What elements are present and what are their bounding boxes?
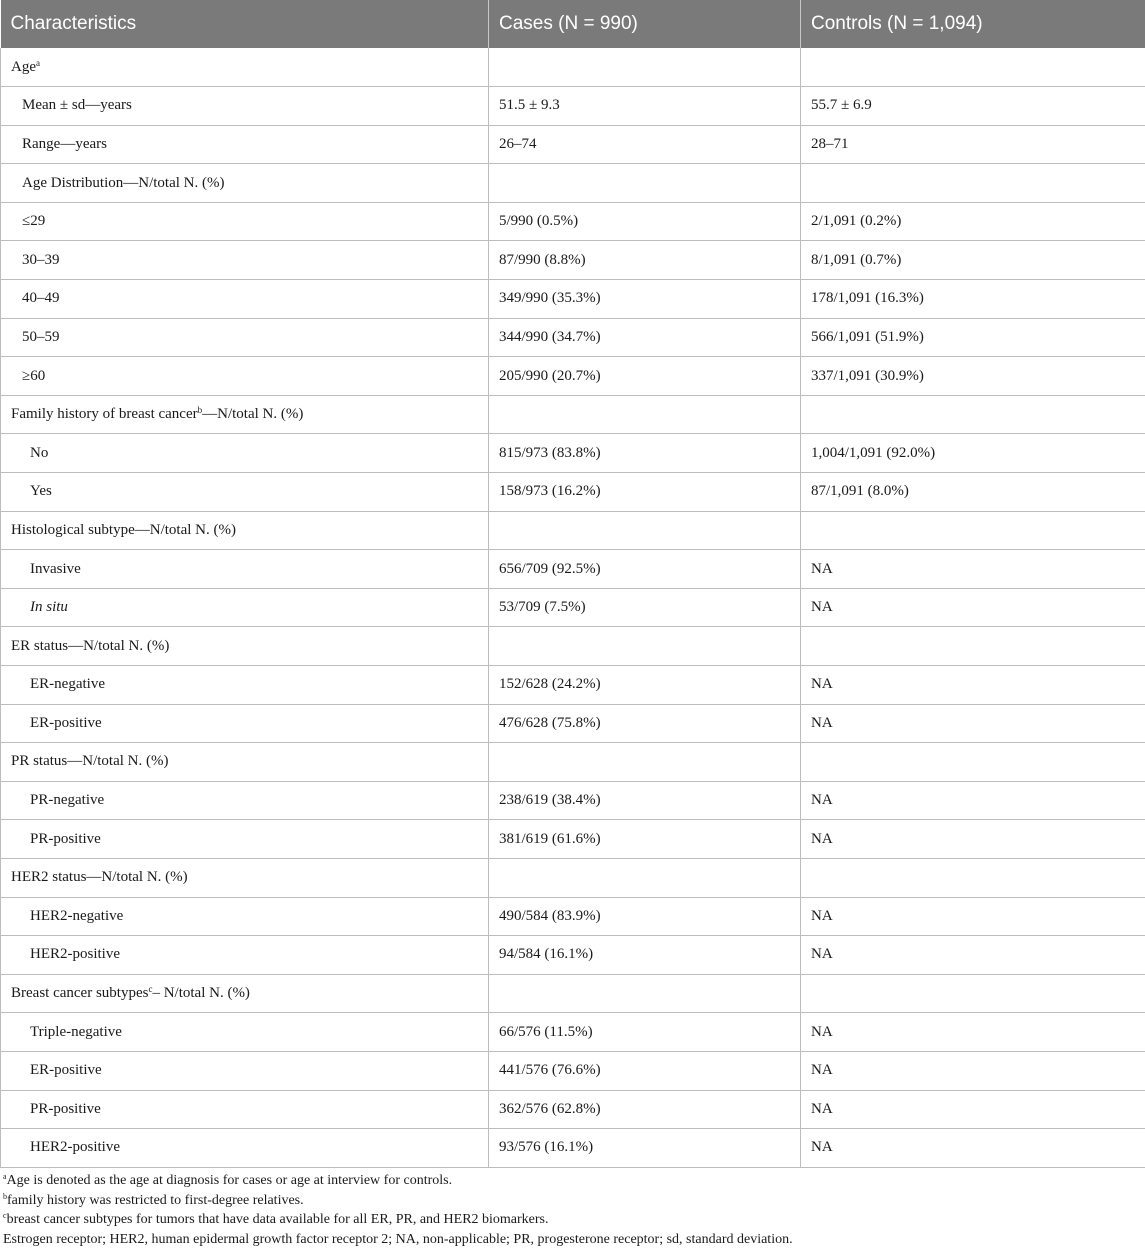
- footnote-marker: c: [3, 1211, 7, 1220]
- table-row: [1, 820, 1145, 859]
- cases-value: 344/990 (34.7%): [489, 318, 801, 357]
- cases-value: 94/584 (16.1%): [489, 936, 801, 975]
- cases-value: 656/709 (92.5%): [489, 550, 801, 589]
- row-label-text: HER2-positive: [30, 946, 120, 963]
- row-label-text: ≤29: [22, 213, 46, 230]
- footnote-marker: b: [3, 1191, 7, 1201]
- table-row: [1, 1013, 1145, 1052]
- controls-value: 178/1,091 (16.3%): [801, 280, 1145, 319]
- row-label-text: PR-negative: [30, 792, 105, 809]
- row-label-text: Range—years: [22, 135, 107, 152]
- controls-value: [801, 48, 1145, 87]
- cases-value: [489, 627, 801, 666]
- cases-value: 53/709 (7.5%): [489, 588, 801, 627]
- table-row: [1, 1090, 1145, 1129]
- row-label: [1, 280, 489, 319]
- row-label-text: HER2 status—N/total N. (%): [11, 869, 188, 886]
- controls-value: [801, 627, 1145, 666]
- row-label: [1, 936, 489, 975]
- footnote-marker: c: [148, 984, 153, 995]
- table-row: [1, 164, 1145, 203]
- controls-value: NA: [801, 1090, 1145, 1129]
- header-cases: Cases (N = 990): [489, 0, 801, 48]
- row-label-text: PR-positive: [30, 1100, 101, 1117]
- row-label-text: ER-positive: [30, 714, 102, 731]
- controls-value: [801, 743, 1145, 782]
- row-label: [1, 627, 489, 666]
- row-label-text: Breast cancer subtypes: [11, 985, 149, 1002]
- cases-value: [489, 164, 801, 203]
- table-row: [1, 897, 1145, 936]
- header-row: [1, 0, 1145, 48]
- controls-value: NA: [801, 1129, 1145, 1168]
- controls-value: 2/1,091 (0.2%): [801, 202, 1145, 241]
- table-body: [1, 48, 1145, 1167]
- table-row: [1, 48, 1145, 87]
- row-label: [1, 743, 489, 782]
- controls-value: NA: [801, 936, 1145, 975]
- table-row: [1, 704, 1145, 743]
- row-label: [1, 1090, 489, 1129]
- row-label-text: Mean ± sd—years: [22, 97, 132, 114]
- cases-value: 476/628 (75.8%): [489, 704, 801, 743]
- controls-value: [801, 164, 1145, 203]
- footnote: [3, 1210, 1143, 1230]
- cases-value: 87/990 (8.8%): [489, 241, 801, 280]
- row-label-text: ER status—N/total N. (%): [11, 637, 170, 654]
- controls-value: [801, 395, 1145, 434]
- footnotes: [3, 1171, 1143, 1249]
- row-label: [1, 434, 489, 473]
- footnote-marker: a: [3, 1172, 7, 1181]
- controls-value: NA: [801, 666, 1145, 705]
- cases-value: 158/973 (16.2%): [489, 473, 801, 512]
- table-row: [1, 125, 1145, 164]
- row-label: [1, 87, 489, 126]
- row-label: [1, 125, 489, 164]
- row-label: [1, 1129, 489, 1168]
- controls-value: NA: [801, 897, 1145, 936]
- row-label-text: Triple-negative: [30, 1023, 122, 1040]
- row-label-text: 40–49: [22, 290, 60, 307]
- row-label: [1, 318, 489, 357]
- table-header: [1, 0, 1145, 48]
- controls-value: [801, 511, 1145, 550]
- footnote-text: family history was restricted to first-degree relatives.: [7, 1192, 304, 1208]
- table-row: [1, 781, 1145, 820]
- cases-value: 26–74: [489, 125, 801, 164]
- controls-value: 8/1,091 (0.7%): [801, 241, 1145, 280]
- cases-value: 362/576 (62.8%): [489, 1090, 801, 1129]
- row-label: [1, 550, 489, 589]
- controls-value: NA: [801, 588, 1145, 627]
- row-label: [1, 588, 489, 627]
- cases-value: 441/576 (76.6%): [489, 1051, 801, 1090]
- cases-value: 5/990 (0.5%): [489, 202, 801, 241]
- row-label-text: In situ: [30, 599, 68, 616]
- table-row: [1, 550, 1145, 589]
- controls-value: 1,004/1,091 (92.0%): [801, 434, 1145, 473]
- row-label-text: PR-positive: [30, 830, 101, 847]
- footnote-marker: a: [36, 57, 40, 68]
- controls-value: 337/1,091 (30.9%): [801, 357, 1145, 396]
- table-row: [1, 318, 1145, 357]
- table-row: [1, 936, 1145, 975]
- cases-value: 93/576 (16.1%): [489, 1129, 801, 1168]
- table-row: [1, 357, 1145, 396]
- row-label: [1, 202, 489, 241]
- cases-value: [489, 395, 801, 434]
- cases-value: [489, 743, 801, 782]
- cases-value: [489, 858, 801, 897]
- controls-value: NA: [801, 550, 1145, 589]
- row-label-text: Histological subtype—N/total N. (%): [11, 521, 236, 538]
- table-row: [1, 202, 1145, 241]
- controls-value: 28–71: [801, 125, 1145, 164]
- cases-value: [489, 48, 801, 87]
- table-row: [1, 1051, 1145, 1090]
- controls-value: NA: [801, 704, 1145, 743]
- row-label-text: PR status—N/total N. (%): [11, 753, 169, 770]
- table-row: [1, 588, 1145, 627]
- row-label-text: Age: [11, 58, 36, 75]
- table-row: [1, 974, 1145, 1013]
- cases-value: 490/584 (83.9%): [489, 897, 801, 936]
- footnote-marker: b: [197, 405, 203, 416]
- cases-value: 51.5 ± 9.3: [489, 87, 801, 126]
- row-label: [1, 511, 489, 550]
- table-row: [1, 743, 1145, 782]
- table-row: [1, 434, 1145, 473]
- table-row: [1, 241, 1145, 280]
- row-label: [1, 473, 489, 512]
- row-label: [1, 395, 489, 434]
- row-label-text: Age Distribution—N/total N. (%): [22, 174, 225, 191]
- table-row: [1, 858, 1145, 897]
- row-label-text: Invasive: [30, 560, 81, 577]
- row-label: [1, 357, 489, 396]
- row-label: [1, 241, 489, 280]
- table-row: [1, 87, 1145, 126]
- cases-value: 205/990 (20.7%): [489, 357, 801, 396]
- row-label: [1, 858, 489, 897]
- controls-value: 55.7 ± 6.9: [801, 87, 1145, 126]
- footnote: [3, 1171, 1143, 1191]
- row-label-text: 30–39: [22, 251, 60, 268]
- row-label-text: Yes: [30, 483, 52, 500]
- cases-value: 66/576 (11.5%): [489, 1013, 801, 1052]
- footnote-text: Estrogen receptor; HER2, human epidermal growth factor receptor 2; NA, non-applicable; PR, progesterone receptor; sd, standard deviation.: [3, 1231, 793, 1247]
- row-label-suffix: —N/total N. (%): [202, 406, 304, 423]
- footnote-text: Age is denoted as the age at diagnosis for cases or age at interview for controls.: [6, 1173, 453, 1188]
- controls-value: NA: [801, 820, 1145, 859]
- row-label: [1, 781, 489, 820]
- table-row: [1, 1129, 1145, 1168]
- controls-value: [801, 858, 1145, 897]
- footnote: [3, 1191, 1143, 1211]
- cases-value: [489, 511, 801, 550]
- footnote-text: breast cancer subtypes for tumors that have data available for all ER, PR, and HER2 biomarkers.: [6, 1212, 549, 1227]
- cases-value: 152/628 (24.2%): [489, 666, 801, 705]
- row-label: [1, 1051, 489, 1090]
- row-label-text: ER-positive: [30, 1062, 102, 1079]
- table-row: [1, 473, 1145, 512]
- row-label: [1, 1013, 489, 1052]
- footnote: [3, 1230, 1143, 1250]
- row-label-text: ≥60: [22, 367, 46, 384]
- row-label: [1, 666, 489, 705]
- header-controls: Controls (N = 1,094): [801, 0, 1145, 48]
- row-label: [1, 897, 489, 936]
- table-row: [1, 511, 1145, 550]
- row-label-text: No: [30, 444, 49, 461]
- row-label-text: ER-negative: [30, 676, 105, 693]
- controls-value: 87/1,091 (8.0%): [801, 473, 1145, 512]
- table-row: [1, 280, 1145, 319]
- controls-value: NA: [801, 1013, 1145, 1052]
- header-characteristics: Characteristics: [1, 0, 489, 48]
- row-label-text: 50–59: [22, 328, 60, 345]
- cases-value: 349/990 (35.3%): [489, 280, 801, 319]
- row-label-text: HER2-positive: [30, 1139, 120, 1156]
- cases-value: 815/973 (83.8%): [489, 434, 801, 473]
- controls-value: 566/1,091 (51.9%): [801, 318, 1145, 357]
- controls-value: NA: [801, 781, 1145, 820]
- controls-value: [801, 974, 1145, 1013]
- row-label: [1, 974, 489, 1013]
- table-row: [1, 666, 1145, 705]
- row-label-text: Family history of breast cancer: [11, 406, 198, 423]
- row-label-text: HER2-negative: [30, 907, 124, 924]
- table-row: [1, 627, 1145, 666]
- table-row: [1, 395, 1145, 434]
- cases-value: 381/619 (61.6%): [489, 820, 801, 859]
- controls-value: NA: [801, 1051, 1145, 1090]
- row-label: [1, 48, 489, 87]
- row-label: [1, 704, 489, 743]
- cases-value: 238/619 (38.4%): [489, 781, 801, 820]
- cases-value: [489, 974, 801, 1013]
- row-label: [1, 820, 489, 859]
- row-label: [1, 164, 489, 203]
- row-label-suffix: – N/total N. (%): [152, 985, 250, 1002]
